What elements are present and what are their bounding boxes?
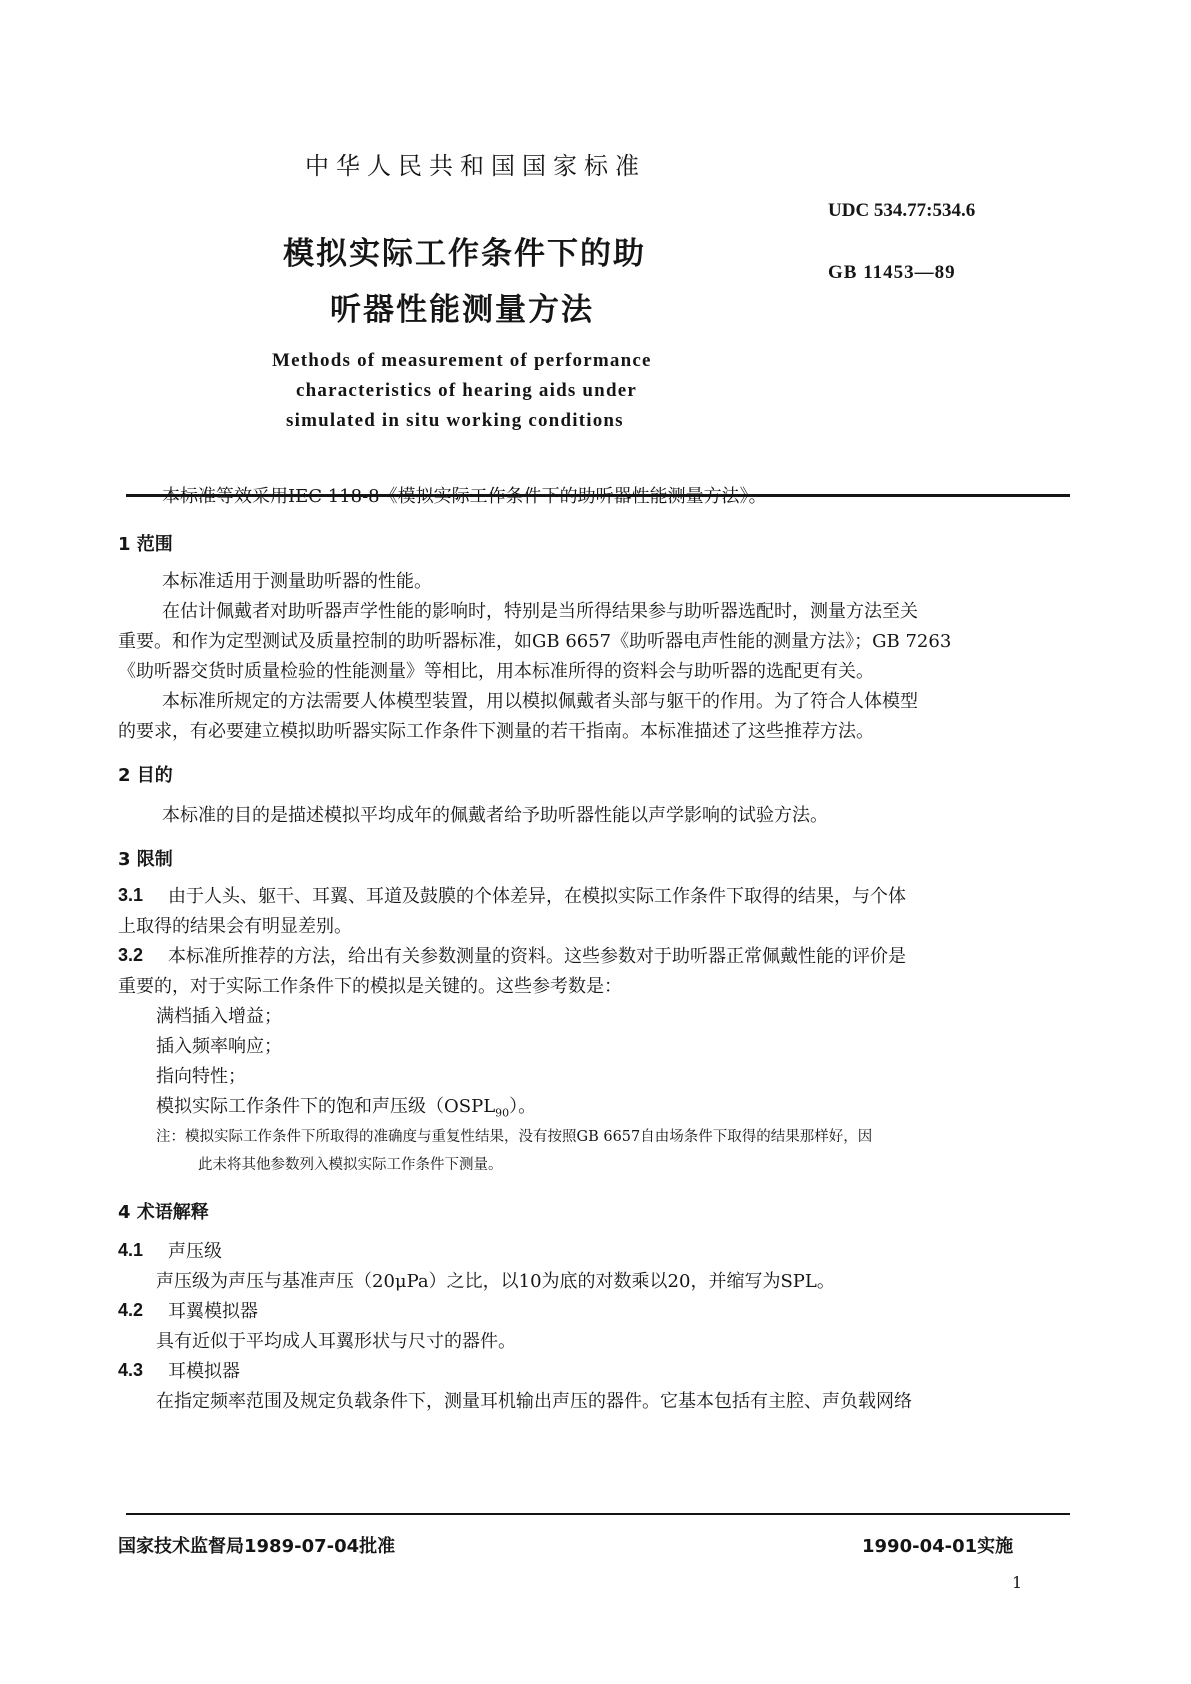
parameter-list-item-ospl <box>156 1092 536 1129</box>
section-1-para2-line1: 在估计佩戴者对助听器声学性能的影响时，特别是当所得结果参与助听器选配时，测量方法至关 <box>162 601 918 622</box>
section-1-heading: 1 范围 <box>118 534 173 555</box>
clause-4-1-title: 声压级 <box>168 1241 222 1262</box>
clause-3-2-line1: 本标准所推荐的方法，给出有关参数测量的资料。这些参数对于助听器正常佩戴性能的评价是 <box>168 946 906 967</box>
clause-4-1-number: 4.1 <box>118 1240 144 1260</box>
title-zh-line1: 模拟实际工作条件下的助 <box>283 236 646 272</box>
ospl-text: 模拟实际工作条件下的饱和声压级（OSPL <box>156 1096 496 1117</box>
clause-3-2-number: 3.2 <box>118 945 144 965</box>
clause-4-3-text: 在指定频率范围及规定负载条件下，测量耳机输出声压的器件。它基本包括有主腔、声负载网络 <box>156 1391 912 1412</box>
title-en-line1: Methods of measurement of performance <box>272 350 652 371</box>
gb-standard-number: GB 11453—89 <box>828 262 956 283</box>
page-number: 1 <box>1012 1573 1023 1592</box>
clause-4-3-number: 4.3 <box>118 1360 144 1380</box>
section-2-heading: 2 目的 <box>118 765 173 786</box>
section-1-para2-line3: 《助听器交货时质量检验的性能测量》等相比，用本标准所得的资料会与助听器的选配更有关。 <box>118 661 874 682</box>
clause-4-3-title: 耳模拟器 <box>168 1361 240 1382</box>
clause-3-1-line1: 由于人头、躯干、耳翼、耳道及鼓膜的个体差异，在模拟实际工作条件下取得的结果，与个体 <box>168 886 906 907</box>
title-zh-line2: 听器性能测量方法 <box>330 292 594 328</box>
section-2-para1: 本标准的目的是描述模拟平均成年的佩戴者给予助听器性能以声学影响的试验方法。 <box>162 805 828 826</box>
clause-4-2-title: 耳翼模拟器 <box>168 1301 258 1322</box>
section-1-para1: 本标准适用于测量助听器的性能。 <box>162 571 432 592</box>
section-1-para3-line2: 的要求，有必要建立模拟助听器实际工作条件下测量的若干指南。本标准描述了这些推荐方法。 <box>118 721 874 742</box>
note-line2: 此未将其他参数列入模拟实际工作条件下测量。 <box>198 1157 503 1173</box>
section-1-para2-line2: 重要。和作为定型测试及质量控制的助听器标准，如GB 6657《助听器电声性能的测量方法》；GB 7263 <box>118 631 952 652</box>
clause-3-2-line2: 重要的，对于实际工作条件下的模拟是关键的。这些参考数是： <box>118 976 622 997</box>
parameter-list-item: 指向特性； <box>156 1066 246 1087</box>
effective-date: 1990-04-01实施 <box>862 1536 1014 1557</box>
section-4-heading: 4 术语解释 <box>118 1202 209 1223</box>
title-en-line2: characteristics of hearing aids under <box>296 380 637 401</box>
title-en-line3: simulated in situ working conditions <box>286 410 624 431</box>
footer-divider <box>126 1513 1070 1515</box>
parameter-list-item: 满档插入增益； <box>156 1006 282 1027</box>
ospl-end: ）。 <box>509 1096 537 1117</box>
approval-date: 国家技术监督局1989-07-04批准 <box>118 1536 396 1557</box>
note-line1: 注：模拟实际工作条件下所取得的准确度与重复性结果，没有按照GB 6657自由场条件下取得的结果那样好，因 <box>156 1129 873 1145</box>
intro-paragraph: 本标准等效采用IEC 118-8《模拟实际工作条件下的助听器性能测量方法》。 <box>162 486 767 507</box>
clause-4-2-number: 4.2 <box>118 1300 144 1320</box>
section-3-heading: 3 限制 <box>118 849 173 870</box>
country-standard-header: 中华人民共和国国家标准 <box>305 152 646 180</box>
clause-4-1-text: 声压级为声压与基准声压（20μPa）之比，以10为底的对数乘以20，并缩写为SPL。 <box>156 1271 835 1292</box>
parameter-list-item: 插入频率响应； <box>156 1036 282 1057</box>
ospl-subscript: 90 <box>495 1106 510 1120</box>
clause-3-1-line2: 上取得的结果会有明显差别。 <box>118 916 352 937</box>
clause-3-1-number: 3.1 <box>118 885 144 905</box>
udc-code: UDC 534.77:534.6 <box>828 200 976 221</box>
clause-4-2-text: 具有近似于平均成人耳翼形状与尺寸的器件。 <box>156 1331 516 1352</box>
section-1-para3-line1: 本标准所规定的方法需要人体模型装置，用以模拟佩戴者头部与躯干的作用。为了符合人体模型 <box>162 691 918 712</box>
